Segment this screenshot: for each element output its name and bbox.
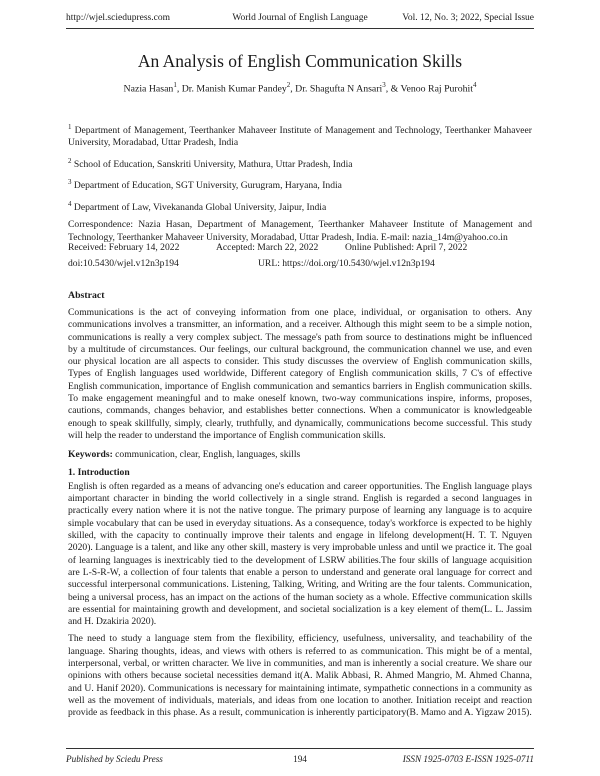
received-date: Received: February 14, 2022: [68, 242, 180, 253]
doi[interactable]: doi:10.5430/wjel.v12n3p194: [68, 258, 179, 269]
author-sup: 1: [173, 81, 177, 89]
accepted-date: Accepted: March 22, 2022: [216, 242, 319, 253]
journal-url[interactable]: http://wjel.sciedupress.com: [66, 13, 170, 23]
author-separator: ,: [290, 83, 296, 95]
publication-dates: [68, 240, 538, 272]
affiliation-item: [68, 198, 532, 214]
published-date: Online Published: April 7, 2022: [345, 242, 468, 253]
intro-paragraph: The need to study a language stem from the flexibility, efficiency, usefulness, universality, and teachability of the language. Sharing thoughts, ideas, and views with others is referred to as communication. This might be of a mental, interpersonal, verbal, or written character. We live in communities, and man is inherently a social creature. We share our opinions with others because societal necessities demand it(A. Malik Abbasi, R. Ahmed Mangrio, M. Ahmed Channa, and U. Hanif 2020). Communications is necessary for maintaining intimate, sympathetic connections in a community as well as the movement of individuals, materials, and ideas from one location to another. Initiation receipt and reaction provide as feedback in this phase. As a result, communication is inherently participatory(B. Mamo and A. Yigzaw 2015).: [68, 633, 532, 719]
doi-url[interactable]: URL: https://doi.org/10.5430/wjel.v12n3p194: [258, 258, 435, 269]
affiliation-item: [68, 176, 532, 192]
spacer: [68, 442, 532, 449]
author-separator: ,: [176, 83, 182, 95]
running-header: [66, 13, 534, 27]
issn: ISSN 1925-0703 E-ISSN 1925-0711: [402, 754, 534, 764]
author-sup: 2: [286, 81, 291, 89]
author-separator: , &: [385, 83, 401, 95]
abstract-text: Communications is the act of conveying information from one place, individual, or organisation to others. Any communications involves a transmitter, an information, and a receiver. Although this might seem to be a simple notion, communications is really a very complex subject. The message's path from source to destinations might be influenced by a multitude of circumstances. Our feelings, our cultural background, the communication channel we use, and even our physical location are all aspects to consider. This study discusses the overview of English communication skills, Types of English languages used worldwide, Different category of English communication skills, 7 C's of effective English communication, importance of English communication and semantics barriers in English communication skills. To make engagement meaningful and to make oneself known, two-way communications inspire, informs, proposes, cautions, commands, changes behavior, and establishes better connections. When a communicator is knowledgeable enough to speak skillfully, simply, clearly, truthfully, and dynamically, communications become successful. This study will help the reader to understand the importance of English communication skills.: [68, 307, 532, 441]
author-sup: 4: [472, 81, 477, 89]
keywords-text: communication, clear, English, languages, skills: [112, 449, 301, 461]
author-name: Dr. Shagufta N Ansari: [295, 83, 383, 95]
keywords-label: Keywords:: [68, 449, 113, 461]
correspondence: Correspondence: Nazia Hasan, Department of Management, Teerthanker Mahaveer Institute of Management and Technology, Teerthanker Mahaveer University, Moradabad, Uttar Pradesh, India. E-mail: nazia_14m@yahoo.co.in: [68, 219, 532, 243]
affiliation-text: Department of Management, Teerthanker Mahaveer Institute of Management and Technology, Teerthanker Mahaveer University, Moradabad, Uttar Pradesh, India: [68, 125, 532, 149]
affiliation-sup: 2: [68, 156, 72, 165]
author-name: Venoo Raj Purohit: [400, 83, 473, 95]
volume-info: Vol. 12, No. 3; 2022, Special Issue: [402, 13, 534, 23]
abstract-heading: Abstract: [68, 290, 105, 301]
main-text: [68, 307, 532, 720]
affiliation-sup: 4: [68, 199, 72, 208]
identifiers-row: [68, 256, 538, 272]
keywords: [68, 449, 532, 461]
author-name: Dr. Manish Kumar Pandey: [181, 83, 287, 95]
affiliation-item: [68, 121, 532, 150]
intro-paragraph: English is often regarded as a means of advancing one's education and career opportunities. The English language plays aimportant character in binding the world collectively in a single strand. English is regarded a second languages in practically every nation where it is not the native tongue. The primary purpose of learning any language is to acquire simple vocabulary that can be used in everyday situations. As a consequence, today's workforce is expected to be highly skilled, with the capacity to continually improve their talents and engage in lifelong development(H. T. T. Nguyen 2020). Language is a talent, and like any other skill, mastery is very improbable unless and until we practice it. The goal of learning languages is inextricably tied to the development of LSRW abilities.The four skills of language acquisition are L-S-R-W, a collection of four talents that enable a person to understand and generate oral language for correct and successful interpersonal communications. Listening, Talking, Writing, and Writing are the four talents. Communication, being a universal process, has an impact on the actions of the human society as a whole. Effective communication skills are essential for maintaining growth and development, and societal socialization is a key element of them(L. L. Jassim and H. Dzakiria 2020).: [68, 480, 532, 628]
page-number: 194: [293, 754, 307, 764]
affiliation-text: School of Education, Sanskriti University, Mathura, Uttar Pradesh, India: [73, 158, 353, 170]
affiliation-item: [68, 155, 532, 171]
spacer: [68, 462, 532, 465]
journal-name: World Journal of English Language: [232, 13, 368, 23]
dates-row: [68, 240, 538, 256]
publisher: Published by Sciedu Press: [66, 754, 163, 764]
affiliation-sup: 3: [68, 178, 72, 187]
section-heading: 1. Introduction: [68, 466, 130, 478]
paper-title: An Analysis of English Communication Skills: [137, 51, 463, 71]
affiliation-text: Department of Law, Vivekananda Global University, Jaipur, India: [73, 201, 327, 213]
author-list: [66, 81, 534, 94]
author-sup: 3: [382, 81, 386, 89]
author-name: Nazia Hasan: [123, 83, 174, 95]
affiliation-sup: 1: [68, 123, 72, 131]
affiliations: [68, 121, 532, 249]
footer-divider: [66, 748, 534, 749]
header-divider: [66, 28, 534, 29]
affiliation-text: Department of Education, SGT University, Gurugram, Haryana, India: [73, 180, 342, 192]
